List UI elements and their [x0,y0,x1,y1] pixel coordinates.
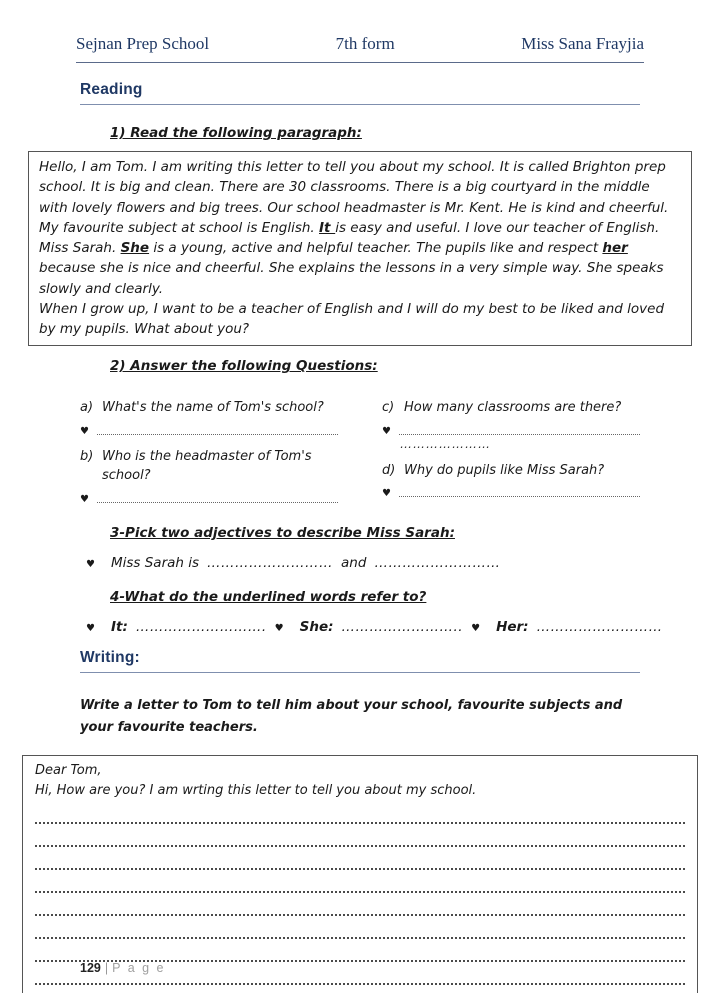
writing-dotted-line [35,893,685,916]
heart-bullet-icon: ♥ [471,622,481,634]
question-text: How many classrooms are there? [404,400,622,416]
heart-bullet-icon: ♥ [274,622,284,634]
heart-bullet-icon: ♥ [80,493,89,505]
page-header [76,34,644,63]
letter-salutation: Dear Tom, [35,762,102,778]
question-text: Why do pupils like Miss Sarah? [404,462,605,478]
underlined-word: her [602,240,628,256]
footer-label: P a g e [112,961,166,975]
task3-prefix: Miss Sarah is [110,554,200,571]
writing-dotted-line [35,939,685,962]
paragraph-text: is a young, active and helpful teacher. The pupils like and respect [149,240,603,256]
answer-line-b [80,492,338,505]
teacher-name: Miss Sana Frayjia [521,34,644,53]
writing-dotted-line [35,801,685,824]
question-c [382,398,640,418]
answer-line-c-continued: ………………… [400,436,491,451]
heart-bullet-icon: ♥ [382,488,391,500]
task3-answer-line [86,555,640,571]
question-letter: d) [382,462,396,478]
heart-bullet-icon: ♥ [86,622,95,634]
form-label: 7th form [335,34,395,53]
paragraph-text: When I grow up, I want to be a teacher of English and I will do my best to be liked and loved by my pupils. What about you? [39,300,665,337]
paragraph-text: because she is nice and cheerful. She explains the lessons in a very simple way. She speaks slowly and clearly. [39,260,664,297]
question-a [80,398,338,418]
dotted-blank: …………………….. [341,618,464,635]
reading-paragraph [39,157,681,339]
answer-line-c [382,424,640,437]
question-letter: c) [382,400,395,416]
dotted-blank: ……………………… [207,554,334,571]
dotted-answer-line [97,492,338,503]
paragraph-text: Hello, I am Tom. I am writing this letter to tell you about my school. It is called Brighton prep school. It is big and clean. There are 30 classrooms. There is a big courtyard in the middle with lovely flowers and big trees. Our school headmaster is Mr. Kent. He is kind and cheerful. My favourite subject at school is English. [39,159,669,236]
task4-item-she [275,619,463,635]
task3-conjunction: and [341,554,367,571]
dotted-blank: ………………………. [135,618,267,635]
task4-word-label: It: [110,618,128,635]
answer-line-a [80,424,338,437]
underlined-word: It [319,219,336,236]
paragraph-text: is easy and useful. I love our teacher of English. Miss Sarah. [39,219,660,256]
dotted-answer-line [97,424,338,435]
page-number: 129 [80,961,101,975]
reading-paragraph-box [28,151,692,346]
writing-section-title: Writing: [80,649,640,673]
task2-label: 2) Answer the following Questions: [110,358,378,375]
writing-dotted-line [35,847,685,870]
footer-separator: | [104,961,109,975]
task4-word-label: Her: [496,618,529,635]
writing-prompt: Write a letter to Tom to tell him about your school, favourite subjects and your favourite teachers. [80,697,623,735]
questions-left-column [80,388,338,509]
task4-label: 4-What do the underlined words refer to? [110,588,427,605]
dotted-blank: ……………………… [374,554,501,571]
writing-dotted-line [35,870,685,893]
writing-lines [35,801,685,985]
task4-answer-row [86,618,663,635]
dotted-answer-line [399,486,640,497]
heart-bullet-icon: ♥ [382,425,391,437]
question-letter: b) [80,448,94,464]
heart-bullet-icon: ♥ [86,558,95,570]
task3-label: 3-Pick two adjectives to describe Miss Sarah: [110,524,455,541]
writing-dotted-line [35,916,685,939]
question-text: What's the name of Tom's school? [102,400,324,416]
task4-item-it [86,619,267,635]
dotted-blank: ……………………… [536,618,663,635]
writing-letter-box [22,755,698,993]
letter-opening: Hi, How are you? I am wrting this letter to tell you about my school. [35,783,477,799]
questions-right-column [382,388,640,509]
task4-word-label: She: [299,618,334,635]
question-d [382,461,640,481]
writing-dotted-line [35,824,685,847]
question-letter: a) [80,400,94,416]
questions-grid [80,388,640,509]
task4-item-her [471,619,662,635]
task1-label: 1) Read the following paragraph: [110,125,362,141]
page-footer [80,961,166,975]
underlined-word: She [120,240,150,256]
dotted-answer-line [399,424,640,435]
reading-section-title: Reading [80,81,640,105]
answer-line-d [382,486,640,499]
question-b [80,447,338,486]
heart-bullet-icon: ♥ [80,425,89,437]
question-text: Who is the headmaster of Tom's school? [102,448,312,484]
school-name: Sejnan Prep School [76,34,210,53]
